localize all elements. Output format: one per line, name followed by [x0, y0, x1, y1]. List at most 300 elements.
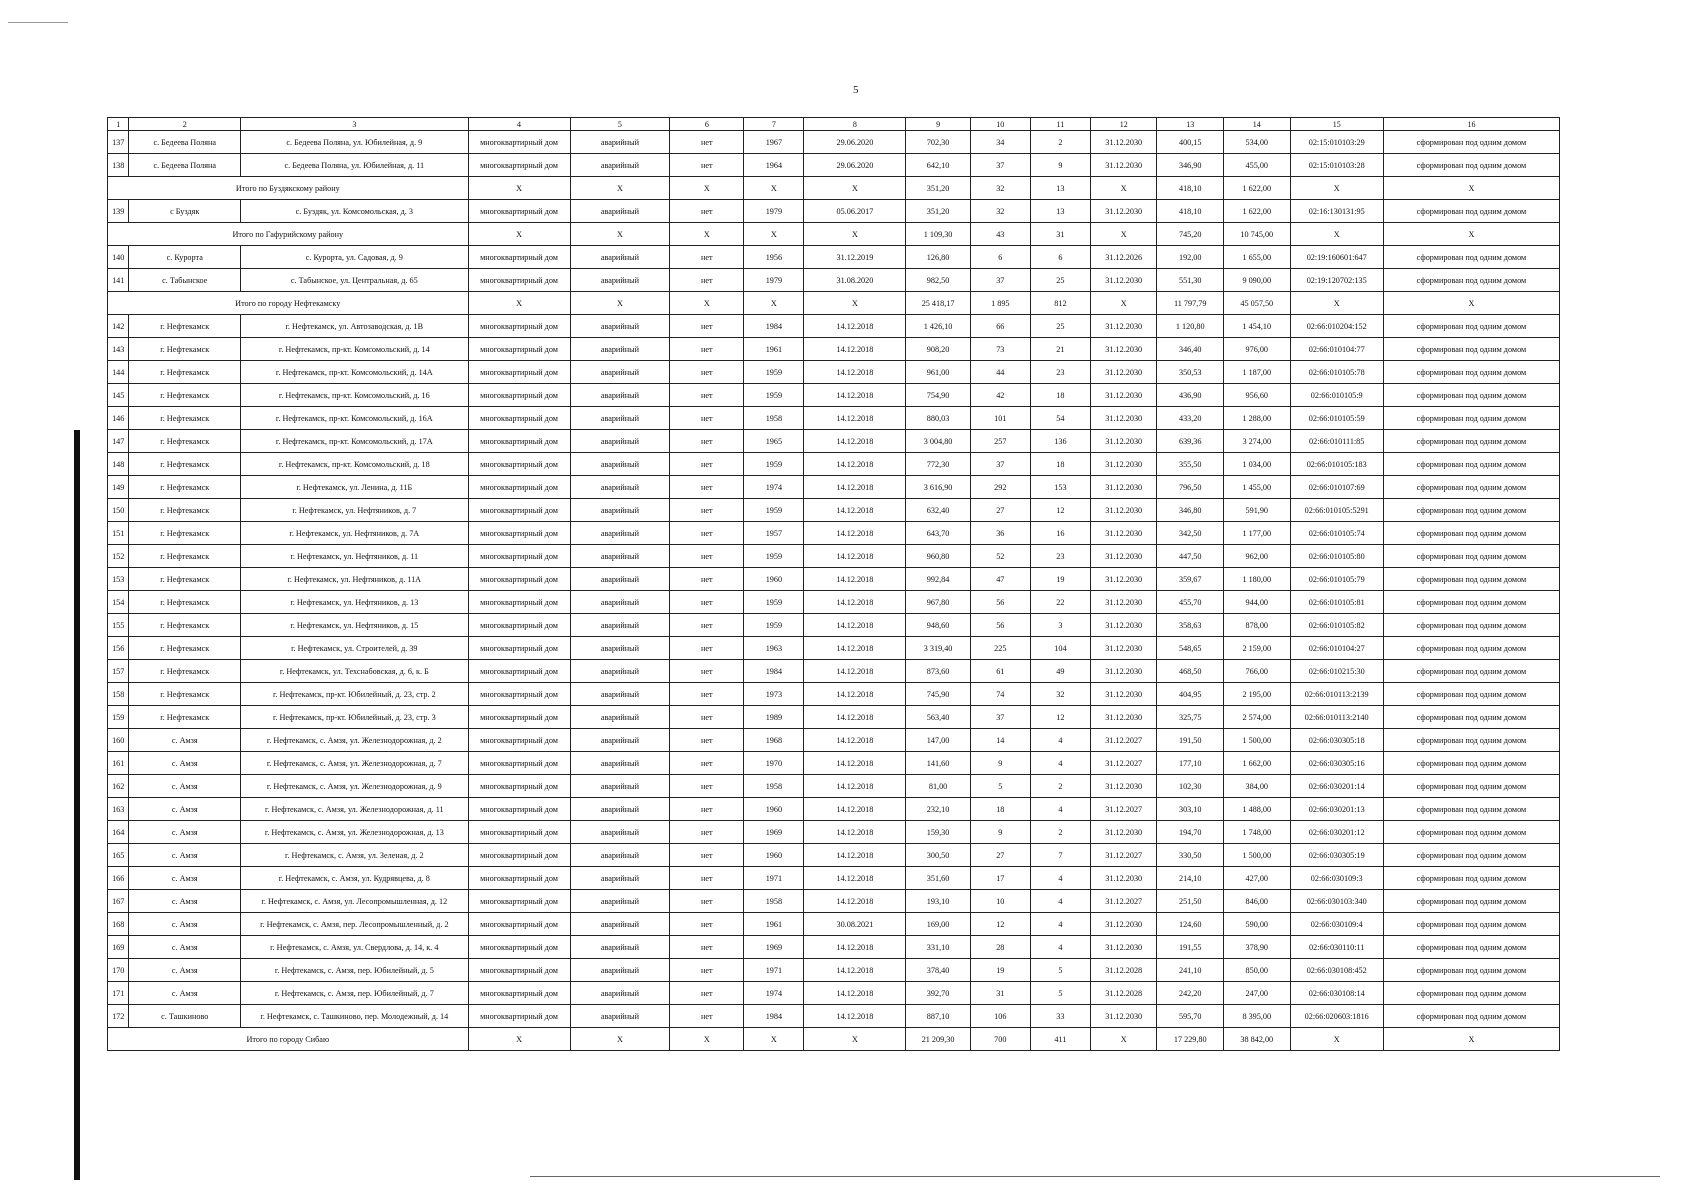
subtotal-cell: 745,20 [1157, 223, 1224, 246]
table-cell-col-13: 214,10 [1157, 867, 1224, 890]
table-row [108, 729, 1560, 752]
table-cell-col-14: 956,60 [1224, 384, 1291, 407]
table-cell-col-1: 140 [108, 246, 129, 269]
subtotal-cell: 11 797,79 [1157, 292, 1224, 315]
table-cell-col-15: 02:66:010105:183 [1290, 453, 1383, 476]
subtotal-cell: X [468, 223, 570, 246]
table-cell-col-9: 3 319,40 [906, 637, 970, 660]
table-cell-col-16: сформирован под одним домом [1383, 752, 1559, 775]
table-cell-col-8: 14.12.2018 [804, 683, 906, 706]
table-cell-col-14: 766,00 [1224, 660, 1291, 683]
scan-artifact-bar [74, 430, 80, 1180]
table-cell-col-8: 31.12.2019 [804, 246, 906, 269]
table-cell-col-7: 1961 [744, 338, 804, 361]
table-cell-col-10: 31 [970, 982, 1030, 1005]
table-cell-col-2: с. Амзя [129, 867, 241, 890]
table-cell-col-1: 145 [108, 384, 129, 407]
table-cell-col-3: г. Нефтекамск, с. Амзя, ул. Железнодорожная, д. 13 [241, 821, 469, 844]
table-cell-col-1: 171 [108, 982, 129, 1005]
table-cell-col-4: многоквартирный дом [468, 499, 570, 522]
table-cell-col-15: 02:66:030201:13 [1290, 798, 1383, 821]
table-cell-col-4: многоквартирный дом [468, 200, 570, 223]
table-cell-col-9: 351,60 [906, 867, 970, 890]
table-cell-col-11: 16 [1030, 522, 1090, 545]
table-cell-col-9: 1 426,10 [906, 315, 970, 338]
table-cell-col-1: 159 [108, 706, 129, 729]
table-cell-col-2: г. Нефтекамск [129, 522, 241, 545]
table-cell-col-16: сформирован под одним домом [1383, 246, 1559, 269]
table-cell-col-15: 02:66:010105:9 [1290, 384, 1383, 407]
table-cell-col-10: 66 [970, 315, 1030, 338]
table-cell-col-12: 31.12.2030 [1090, 591, 1157, 614]
table-cell-col-6: нет [670, 913, 744, 936]
table-cell-col-2: г. Нефтекамск [129, 361, 241, 384]
table-cell-col-10: 292 [970, 476, 1030, 499]
table-cell-col-10: 56 [970, 614, 1030, 637]
table-cell-col-5: аварийный [570, 591, 670, 614]
table-cell-col-15: 02:19:160601:647 [1290, 246, 1383, 269]
table-cell-col-7: 1959 [744, 591, 804, 614]
table-cell-col-1: 169 [108, 936, 129, 959]
table-cell-col-4: многоквартирный дом [468, 752, 570, 775]
table-cell-col-4: многоквартирный дом [468, 614, 570, 637]
table-cell-col-12: 31.12.2030 [1090, 453, 1157, 476]
table-cell-col-7: 1957 [744, 522, 804, 545]
table-cell-col-6: нет [670, 637, 744, 660]
table-cell-col-5: аварийный [570, 269, 670, 292]
table-cell-col-14: 1 034,00 [1224, 453, 1291, 476]
table-cell-col-14: 455,00 [1224, 154, 1291, 177]
table-cell-col-14: 1 622,00 [1224, 200, 1291, 223]
table-cell-col-16: сформирован под одним домом [1383, 476, 1559, 499]
subtotal-cell: 812 [1030, 292, 1090, 315]
table-cell-col-4: многоквартирный дом [468, 844, 570, 867]
table-cell-col-6: нет [670, 384, 744, 407]
table-cell-col-10: 6 [970, 246, 1030, 269]
table-cell-col-4: многоквартирный дом [468, 683, 570, 706]
table-cell-col-11: 136 [1030, 430, 1090, 453]
table-cell-col-4: многоквартирный дом [468, 315, 570, 338]
table-cell-col-5: аварийный [570, 982, 670, 1005]
table-cell-col-4: многоквартирный дом [468, 361, 570, 384]
table-cell-col-14: 1 748,00 [1224, 821, 1291, 844]
subtotal-cell: X [670, 1028, 744, 1051]
table-cell-col-16: сформирован под одним домом [1383, 775, 1559, 798]
subtotal-cell: X [570, 177, 670, 200]
table-cell-col-11: 2 [1030, 775, 1090, 798]
table-cell-col-13: 548,65 [1157, 637, 1224, 660]
table-row [108, 614, 1560, 637]
column-number-10: 10 [970, 118, 1030, 131]
table-cell-col-1: 160 [108, 729, 129, 752]
column-number-14: 14 [1224, 118, 1291, 131]
subtotal-cell: X [1383, 223, 1559, 246]
table-cell-col-7: 1959 [744, 545, 804, 568]
subtotal-cell: 1 895 [970, 292, 1030, 315]
table-cell-col-14: 1 177,00 [1224, 522, 1291, 545]
table-cell-col-3: г. Нефтекамск, с. Ташкиново, пер. Молодежный, д. 14 [241, 1005, 469, 1028]
table-cell-col-9: 961,00 [906, 361, 970, 384]
table-cell-col-4: многоквартирный дом [468, 338, 570, 361]
table-cell-col-1: 170 [108, 959, 129, 982]
subtotal-cell: X [744, 177, 804, 200]
table-cell-col-10: 18 [970, 798, 1030, 821]
table-cell-col-9: 169,00 [906, 913, 970, 936]
table-cell-col-8: 14.12.2018 [804, 982, 906, 1005]
table-cell-col-9: 563,40 [906, 706, 970, 729]
subtotal-cell: X [570, 1028, 670, 1051]
table-cell-col-13: 447,50 [1157, 545, 1224, 568]
table-cell-col-9: 81,00 [906, 775, 970, 798]
table-cell-col-15: 02:66:010105:81 [1290, 591, 1383, 614]
table-cell-col-15: 02:66:030110:11 [1290, 936, 1383, 959]
table-cell-col-13: 194,70 [1157, 821, 1224, 844]
table-cell-col-8: 14.12.2018 [804, 407, 906, 430]
table-cell-col-10: 101 [970, 407, 1030, 430]
table-cell-col-2: г. Нефтекамск [129, 315, 241, 338]
table-cell-col-7: 1979 [744, 269, 804, 292]
subtotal-label: Итого по городу Нефтекамску [108, 292, 469, 315]
table-cell-col-3: г. Нефтекамск, с. Амзя, ул. Кудрявцева, д. 8 [241, 867, 469, 890]
table-cell-col-9: 232,10 [906, 798, 970, 821]
table-cell-col-5: аварийный [570, 614, 670, 637]
table-cell-col-12: 31.12.2030 [1090, 821, 1157, 844]
table-cell-col-7: 1967 [744, 131, 804, 154]
table-cell-col-13: 342,50 [1157, 522, 1224, 545]
table-cell-col-4: многоквартирный дом [468, 154, 570, 177]
table-cell-col-14: 2 574,00 [1224, 706, 1291, 729]
table-cell-col-13: 468,50 [1157, 660, 1224, 683]
subtotal-cell: X [570, 292, 670, 315]
table-cell-col-13: 551,30 [1157, 269, 1224, 292]
table-cell-col-11: 2 [1030, 131, 1090, 154]
subtotal-cell: X [570, 223, 670, 246]
table-cell-col-3: г. Нефтекамск, ул. Нефтяников, д. 15 [241, 614, 469, 637]
table-cell-col-4: многоквартирный дом [468, 384, 570, 407]
subtotal-cell: X [1383, 292, 1559, 315]
table-cell-col-6: нет [670, 499, 744, 522]
table-cell-col-14: 1 655,00 [1224, 246, 1291, 269]
subtotal-cell: 700 [970, 1028, 1030, 1051]
table-cell-col-15: 02:66:030201:14 [1290, 775, 1383, 798]
table-cell-col-13: 433,20 [1157, 407, 1224, 430]
table-cell-col-1: 149 [108, 476, 129, 499]
table-cell-col-9: 141,60 [906, 752, 970, 775]
table-cell-col-4: многоквартирный дом [468, 131, 570, 154]
table-cell-col-11: 22 [1030, 591, 1090, 614]
table-cell-col-9: 982,50 [906, 269, 970, 292]
table-cell-col-6: нет [670, 269, 744, 292]
table-cell-col-2: г. Нефтекамск [129, 476, 241, 499]
table-cell-col-5: аварийный [570, 154, 670, 177]
table-cell-col-3: г. Нефтекамск, с. Амзя, ул. Лесопромышленная, д. 12 [241, 890, 469, 913]
table-cell-col-9: 147,00 [906, 729, 970, 752]
table-cell-col-9: 159,30 [906, 821, 970, 844]
column-number-7: 7 [744, 118, 804, 131]
table-cell-col-15: 02:66:010104:77 [1290, 338, 1383, 361]
table-row [108, 660, 1560, 683]
table-cell-col-6: нет [670, 453, 744, 476]
table-cell-col-11: 2 [1030, 821, 1090, 844]
table-cell-col-6: нет [670, 614, 744, 637]
table-cell-col-11: 21 [1030, 338, 1090, 361]
table-cell-col-16: сформирован под одним домом [1383, 936, 1559, 959]
column-number-4: 4 [468, 118, 570, 131]
table-cell-col-15: 02:66:010105:82 [1290, 614, 1383, 637]
table-cell-col-10: 12 [970, 913, 1030, 936]
subtotal-cell: 21 209,30 [906, 1028, 970, 1051]
table-cell-col-10: 5 [970, 775, 1030, 798]
table-cell-col-12: 31.12.2030 [1090, 660, 1157, 683]
table-cell-col-2: г. Нефтекамск [129, 499, 241, 522]
table-cell-col-4: многоквартирный дом [468, 913, 570, 936]
table-cell-col-6: нет [670, 936, 744, 959]
table-cell-col-6: нет [670, 729, 744, 752]
table-cell-col-13: 355,50 [1157, 453, 1224, 476]
table-cell-col-3: г. Нефтекамск, с. Амзя, ул. Свердлова, д. 14, к. 4 [241, 936, 469, 959]
table-cell-col-9: 331,10 [906, 936, 970, 959]
table-cell-col-8: 14.12.2018 [804, 568, 906, 591]
table-cell-col-13: 350,53 [1157, 361, 1224, 384]
table-cell-col-7: 1956 [744, 246, 804, 269]
subtotal-cell: X [670, 177, 744, 200]
table-cell-col-1: 163 [108, 798, 129, 821]
table-cell-col-16: сформирован под одним домом [1383, 407, 1559, 430]
table-cell-col-7: 1970 [744, 752, 804, 775]
table-cell-col-12: 31.12.2030 [1090, 867, 1157, 890]
table-row [108, 936, 1560, 959]
table-cell-col-1: 147 [108, 430, 129, 453]
table-cell-col-16: сформирован под одним домом [1383, 361, 1559, 384]
table-cell-col-16: сформирован под одним домом [1383, 660, 1559, 683]
table-cell-col-3: с. Табынское, ул. Центральная, д. 65 [241, 269, 469, 292]
table-row [108, 499, 1560, 522]
table-cell-col-7: 1971 [744, 959, 804, 982]
table-cell-col-13: 241,10 [1157, 959, 1224, 982]
table-cell-col-12: 31.12.2030 [1090, 315, 1157, 338]
table-cell-col-11: 12 [1030, 499, 1090, 522]
table-cell-col-8: 14.12.2018 [804, 545, 906, 568]
table-cell-col-3: г. Нефтекамск, с. Амзя, ул. Железнодорожная, д. 9 [241, 775, 469, 798]
table-cell-col-2: г. Нефтекамск [129, 430, 241, 453]
subtotal-cell: X [1090, 1028, 1157, 1051]
table-cell-col-2: с. Амзя [129, 821, 241, 844]
table-cell-col-15: 02:66:030305:19 [1290, 844, 1383, 867]
table-cell-col-8: 14.12.2018 [804, 476, 906, 499]
table-cell-col-5: аварийный [570, 890, 670, 913]
table-cell-col-7: 1973 [744, 683, 804, 706]
table-cell-col-5: аварийный [570, 913, 670, 936]
table-cell-col-3: г. Нефтекамск, ул. Нефтяников, д. 11 [241, 545, 469, 568]
table-cell-col-8: 14.12.2018 [804, 591, 906, 614]
table-row [108, 430, 1560, 453]
table-cell-col-14: 1 488,00 [1224, 798, 1291, 821]
table-cell-col-5: аварийный [570, 384, 670, 407]
table-cell-col-13: 177,10 [1157, 752, 1224, 775]
table-cell-col-13: 346,40 [1157, 338, 1224, 361]
table-cell-col-10: 37 [970, 453, 1030, 476]
subtotal-cell: X [1290, 223, 1383, 246]
table-cell-col-1: 152 [108, 545, 129, 568]
table-cell-col-2: г. Нефтекамск [129, 660, 241, 683]
table-cell-col-8: 14.12.2018 [804, 959, 906, 982]
table-cell-col-2: г. Нефтекамск [129, 338, 241, 361]
table-cell-col-3: с. Бедеева Поляна, ул. Юбилейная, д. 11 [241, 154, 469, 177]
table-row [108, 338, 1560, 361]
table-cell-col-2: г. Нефтекамск [129, 545, 241, 568]
subtotal-cell: 32 [970, 177, 1030, 200]
table-cell-col-11: 9 [1030, 154, 1090, 177]
table-cell-col-5: аварийный [570, 959, 670, 982]
table-cell-col-3: г. Нефтекамск, с. Амзя, ул. Железнодорожная, д. 11 [241, 798, 469, 821]
table-cell-col-5: аварийный [570, 706, 670, 729]
table-cell-col-16: сформирован под одним домом [1383, 338, 1559, 361]
table-cell-col-3: г. Нефтекамск, с. Амзя, пер. Юбилейный, д. 7 [241, 982, 469, 1005]
table-cell-col-16: сформирован под одним домом [1383, 269, 1559, 292]
table-cell-col-9: 880,03 [906, 407, 970, 430]
table-cell-col-3: г. Нефтекамск, с. Амзя, ул. Зеленая, д. 2 [241, 844, 469, 867]
table-cell-col-9: 948,60 [906, 614, 970, 637]
table-cell-col-6: нет [670, 361, 744, 384]
table-cell-col-7: 1984 [744, 660, 804, 683]
table-row [108, 407, 1560, 430]
table-cell-col-6: нет [670, 660, 744, 683]
table-cell-col-7: 1979 [744, 200, 804, 223]
table-cell-col-8: 14.12.2018 [804, 936, 906, 959]
table-cell-col-15: 02:66:010111:85 [1290, 430, 1383, 453]
table-cell-col-8: 29.06.2020 [804, 131, 906, 154]
table-cell-col-3: г. Нефтекамск, ул. Техснабовская, д. 6, к. Б [241, 660, 469, 683]
table-cell-col-2: с. Амзя [129, 775, 241, 798]
table-cell-col-3: г. Нефтекамск, с. Амзя, пер. Юбилейный, д. 5 [241, 959, 469, 982]
table-cell-col-5: аварийный [570, 361, 670, 384]
table-cell-col-15: 02:66:030305:18 [1290, 729, 1383, 752]
table-cell-col-2: с. Амзя [129, 752, 241, 775]
table-cell-col-5: аварийный [570, 545, 670, 568]
table-cell-col-8: 14.12.2018 [804, 660, 906, 683]
table-cell-col-4: многоквартирный дом [468, 867, 570, 890]
table-cell-col-12: 31.12.2027 [1090, 890, 1157, 913]
table-cell-col-6: нет [670, 982, 744, 1005]
subtotal-cell: X [804, 1028, 906, 1051]
column-number-9: 9 [906, 118, 970, 131]
table-cell-col-9: 967,80 [906, 591, 970, 614]
table-cell-col-8: 14.12.2018 [804, 752, 906, 775]
table-cell-col-6: нет [670, 890, 744, 913]
table-cell-col-16: сформирован под одним домом [1383, 844, 1559, 867]
table-cell-col-7: 1960 [744, 798, 804, 821]
table-cell-col-8: 14.12.2018 [804, 338, 906, 361]
table-cell-col-12: 31.12.2030 [1090, 706, 1157, 729]
table-cell-col-13: 330,50 [1157, 844, 1224, 867]
table-row [108, 246, 1560, 269]
table-cell-col-12: 31.12.2027 [1090, 844, 1157, 867]
table-cell-col-8: 14.12.2018 [804, 706, 906, 729]
subtotal-cell: 418,10 [1157, 177, 1224, 200]
table-row [108, 545, 1560, 568]
table-cell-col-6: нет [670, 775, 744, 798]
table-cell-col-16: сформирован под одним домом [1383, 821, 1559, 844]
table-cell-col-10: 34 [970, 131, 1030, 154]
table-cell-col-16: сформирован под одним домом [1383, 131, 1559, 154]
table-cell-col-2: г. Нефтекамск [129, 568, 241, 591]
table-cell-col-5: аварийный [570, 660, 670, 683]
table-cell-col-10: 52 [970, 545, 1030, 568]
table-cell-col-11: 13 [1030, 200, 1090, 223]
table-cell-col-5: аварийный [570, 407, 670, 430]
table-cell-col-12: 31.12.2030 [1090, 683, 1157, 706]
table-cell-col-10: 28 [970, 936, 1030, 959]
table-cell-col-16: сформирован под одним домом [1383, 430, 1559, 453]
table-row [108, 154, 1560, 177]
subtotal-cell: X [1383, 177, 1559, 200]
table-cell-col-4: многоквартирный дом [468, 269, 570, 292]
table-cell-col-11: 5 [1030, 982, 1090, 1005]
table-row [108, 821, 1560, 844]
table-cell-col-7: 1959 [744, 499, 804, 522]
table-cell-col-3: г. Нефтекамск, пр-кт. Комсомольский, д. 14А [241, 361, 469, 384]
table-cell-col-6: нет [670, 1005, 744, 1028]
table-cell-col-13: 192,00 [1157, 246, 1224, 269]
table-cell-col-12: 31.12.2030 [1090, 154, 1157, 177]
table-cell-col-2: г. Нефтекамск [129, 706, 241, 729]
table-row [108, 315, 1560, 338]
table-cell-col-7: 1989 [744, 706, 804, 729]
table-cell-col-16: сформирован под одним домом [1383, 315, 1559, 338]
table-cell-col-1: 157 [108, 660, 129, 683]
table-cell-col-2: г. Нефтекамск [129, 453, 241, 476]
table-cell-col-16: сформирован под одним домом [1383, 568, 1559, 591]
table-cell-col-3: г. Нефтекамск, с. Амзя, пер. Лесопромышленный, д. 2 [241, 913, 469, 936]
table-cell-col-16: сформирован под одним домом [1383, 591, 1559, 614]
table-cell-col-16: сформирован под одним домом [1383, 499, 1559, 522]
table-cell-col-1: 164 [108, 821, 129, 844]
table-cell-col-5: аварийный [570, 752, 670, 775]
table-cell-col-12: 31.12.2030 [1090, 614, 1157, 637]
table-cell-col-13: 359,67 [1157, 568, 1224, 591]
subtotal-cell: X [1090, 292, 1157, 315]
table-cell-col-9: 702,30 [906, 131, 970, 154]
table-cell-col-1: 155 [108, 614, 129, 637]
table-cell-col-6: нет [670, 545, 744, 568]
table-row [108, 637, 1560, 660]
table-cell-col-11: 23 [1030, 545, 1090, 568]
table-cell-col-14: 534,00 [1224, 131, 1291, 154]
table-cell-col-5: аварийный [570, 637, 670, 660]
table-cell-col-14: 1 662,00 [1224, 752, 1291, 775]
table-cell-col-5: аварийный [570, 499, 670, 522]
table-cell-col-4: многоквартирный дом [468, 545, 570, 568]
table-cell-col-2: с. Амзя [129, 936, 241, 959]
table-cell-col-11: 18 [1030, 453, 1090, 476]
table-cell-col-3: г. Нефтекамск, ул. Нефтяников, д. 7 [241, 499, 469, 522]
table-cell-col-11: 12 [1030, 706, 1090, 729]
table-cell-col-8: 14.12.2018 [804, 1005, 906, 1028]
table-cell-col-11: 4 [1030, 729, 1090, 752]
table-cell-col-12: 31.12.2030 [1090, 637, 1157, 660]
table-cell-col-9: 643,70 [906, 522, 970, 545]
subtotal-cell: X [804, 223, 906, 246]
table-cell-col-6: нет [670, 522, 744, 545]
table-cell-col-4: многоквартирный дом [468, 936, 570, 959]
table-cell-col-7: 1969 [744, 936, 804, 959]
column-number-5: 5 [570, 118, 670, 131]
table-cell-col-5: аварийный [570, 430, 670, 453]
table-cell-col-2: г. Нефтекамск [129, 637, 241, 660]
table-cell-col-8: 14.12.2018 [804, 890, 906, 913]
table-cell-col-3: с. Курорта, ул. Садовая, д. 9 [241, 246, 469, 269]
table-cell-col-2: с. Табынское [129, 269, 241, 292]
